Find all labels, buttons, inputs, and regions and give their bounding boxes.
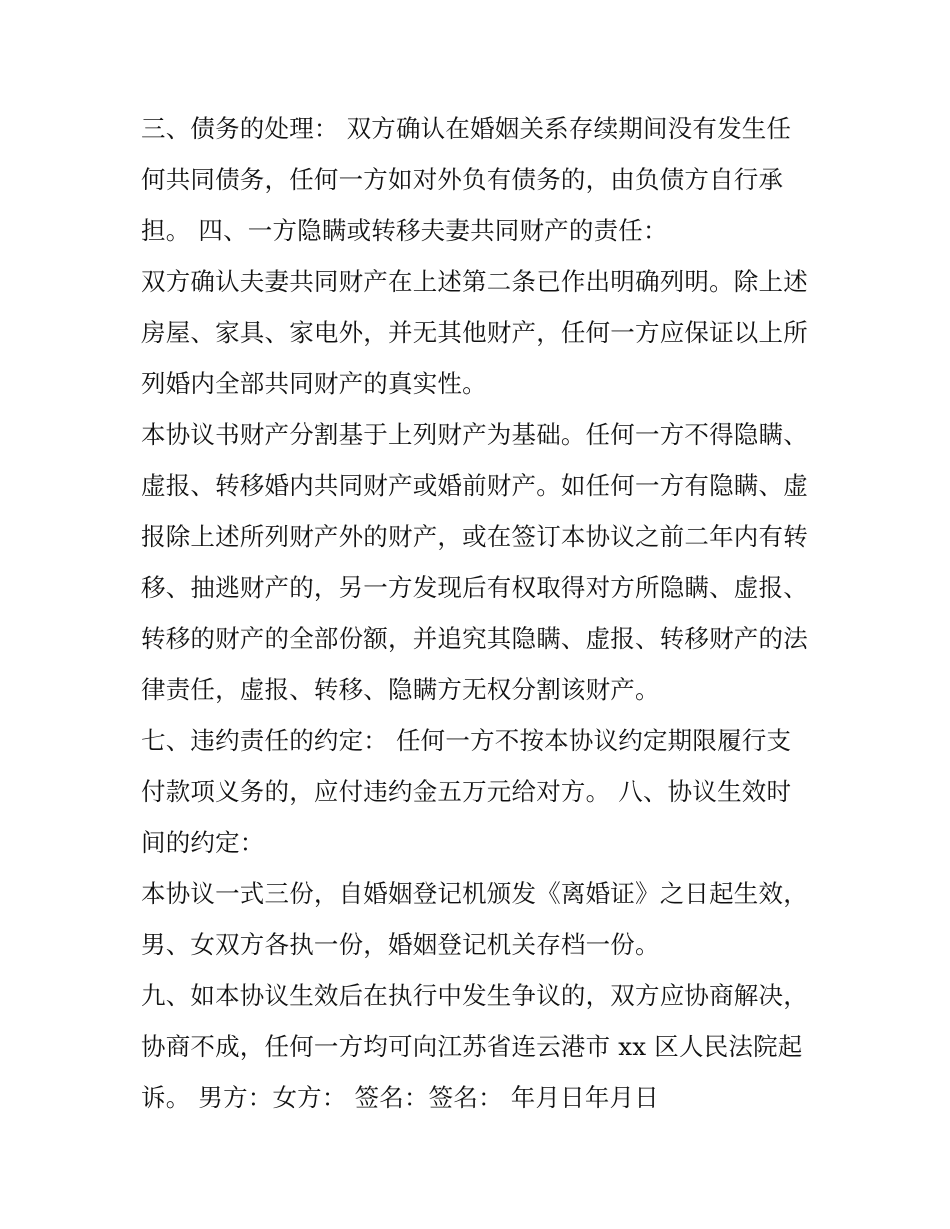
dispute-clause-line-2: 协商不成，任何一方均可向江苏省连云港市 xx 区人民法院起 xyxy=(141,1032,803,1061)
debt-clause-line-2: 何共同债务，任何一方如对外负有债务的，由负债方自行承 xyxy=(141,165,784,194)
signature-line: 诉。 男方：女方： 签名：签名： 年月日年月日 xyxy=(141,1083,659,1112)
debt-clause-line-3: 担。 四、一方隐瞒或转移夫妻共同财产的责任： xyxy=(141,216,668,245)
concealment-line-3: 报除上述所列财产外的财产，或在签订本协议之前二年内有转 xyxy=(141,522,808,551)
effective-clause-line-2: 本协议一式三份，自婚姻登记机颁发《离婚证》之日起生效， xyxy=(141,879,808,908)
asset-confirm-line-3: 列婚内全部共同财产的真实性。 xyxy=(141,369,487,398)
dispute-clause-line-1: 九、如本协议生效后在执行中发生争议的，双方应协商解决， xyxy=(141,981,808,1010)
concealment-line-5: 转移的财产的全部份额，并追究其隐瞒、虚报、转移财产的法 xyxy=(141,624,808,653)
concealment-line-4: 移、抽逃财产的，另一方发现后有权取得对方所隐瞒、虚报、 xyxy=(141,573,808,602)
asset-confirm-line-2: 房屋、家具、家电外，并无其他财产，任何一方应保证以上所 xyxy=(141,318,808,347)
concealment-line-6: 律责任，虚报、转移、隐瞒方无权分割该财产。 xyxy=(141,675,660,704)
breach-clause-line-1: 七、违约责任的约定： 任何一方不按本协议约定期限履行支 xyxy=(141,726,792,755)
breach-clause-line-2: 付款项义务的，应付违约金五万元给对方。 八、协议生效时 xyxy=(141,777,792,806)
concealment-line-1: 本协议书财产分割基于上列财产为基础。任何一方不得隐瞒、 xyxy=(141,420,808,449)
debt-clause-line-1: 三、债务的处理： 双方确认在婚姻关系存续期间没有发生任 xyxy=(141,114,792,143)
asset-confirm-line-1: 双方确认夫妻共同财产在上述第二条已作出明确列明。除上述 xyxy=(141,267,808,296)
effective-clause-line-1: 间的约定： xyxy=(141,828,265,857)
concealment-line-2: 虚报、转移婚内共同财产或婚前财产。如任何一方有隐瞒、虚 xyxy=(141,471,808,500)
effective-clause-line-3: 男、女双方各执一份，婚姻登记机关存档一份。 xyxy=(141,930,660,959)
